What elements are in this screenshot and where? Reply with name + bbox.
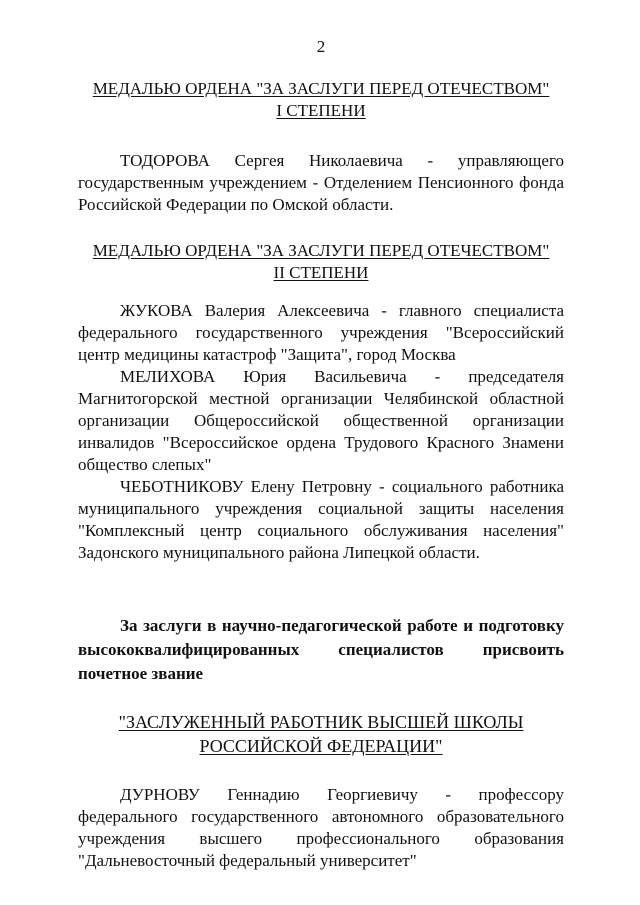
award-entry: ДУРНОВУ Геннадию Георгиевичу - профессору федерального государственного автономного образовательного учреждения высшего профессионального образования "Дальневосточный федеральный университет" <box>78 785 564 870</box>
honorary-title-intro: За заслуги в научно-педагогической работе и подготовку высококвалифицированных специалистов присвоить почетное звание <box>78 616 564 683</box>
honorary-title-heading <box>78 710 564 758</box>
section-medal-first-degree <box>78 78 564 216</box>
heading-line: II СТЕПЕНИ <box>273 263 369 282</box>
section-heading <box>78 78 564 122</box>
heading-line: РОССИЙСКОЙ ФЕДЕРАЦИИ" <box>199 736 443 756</box>
heading-line: I СТЕПЕНИ <box>276 101 366 120</box>
section-heading <box>78 240 564 284</box>
award-entry: ЧЕБОТНИКОВУ Елену Петровну - социального работника муниципального учреждения социальной защиты населения "Комплексный центр социального обслуживания населения" Задонского муниципального района Липецкой области. <box>78 477 564 562</box>
heading-line: "ЗАСЛУЖЕННЫЙ РАБОТНИК ВЫСШЕЙ ШКОЛЫ <box>118 712 524 732</box>
heading-line: МЕДАЛЬЮ ОРДЕНА "ЗА ЗАСЛУГИ ПЕРЕД ОТЕЧЕСТВОМ" <box>92 79 550 98</box>
heading-line: МЕДАЛЬЮ ОРДЕНА "ЗА ЗАСЛУГИ ПЕРЕД ОТЕЧЕСТВОМ" <box>92 241 550 260</box>
section-medal-second-degree <box>78 240 564 564</box>
page-number: 2 <box>316 37 326 56</box>
award-entry: ТОДОРОВА Сергея Николаевича - управляющего государственным учреждением - Отделением Пенсионного фонда Российской Федерации по Омской области. <box>78 151 564 214</box>
award-entry: МЕЛИХОВА Юрия Васильевича - председателя Магнитогорской местной организации Челябинской областной организации Общероссийской общественной организации инвалидов "Всероссийское ордена Трудового Красного Знамени общество слепых" <box>78 367 564 474</box>
section-honorary-title <box>78 614 564 872</box>
award-entry: ЖУКОВА Валерия Алексеевича - главного специалиста федерального государственного учреждения "Всероссийский центр медицины катастроф "Защита", город Москва <box>78 301 564 364</box>
